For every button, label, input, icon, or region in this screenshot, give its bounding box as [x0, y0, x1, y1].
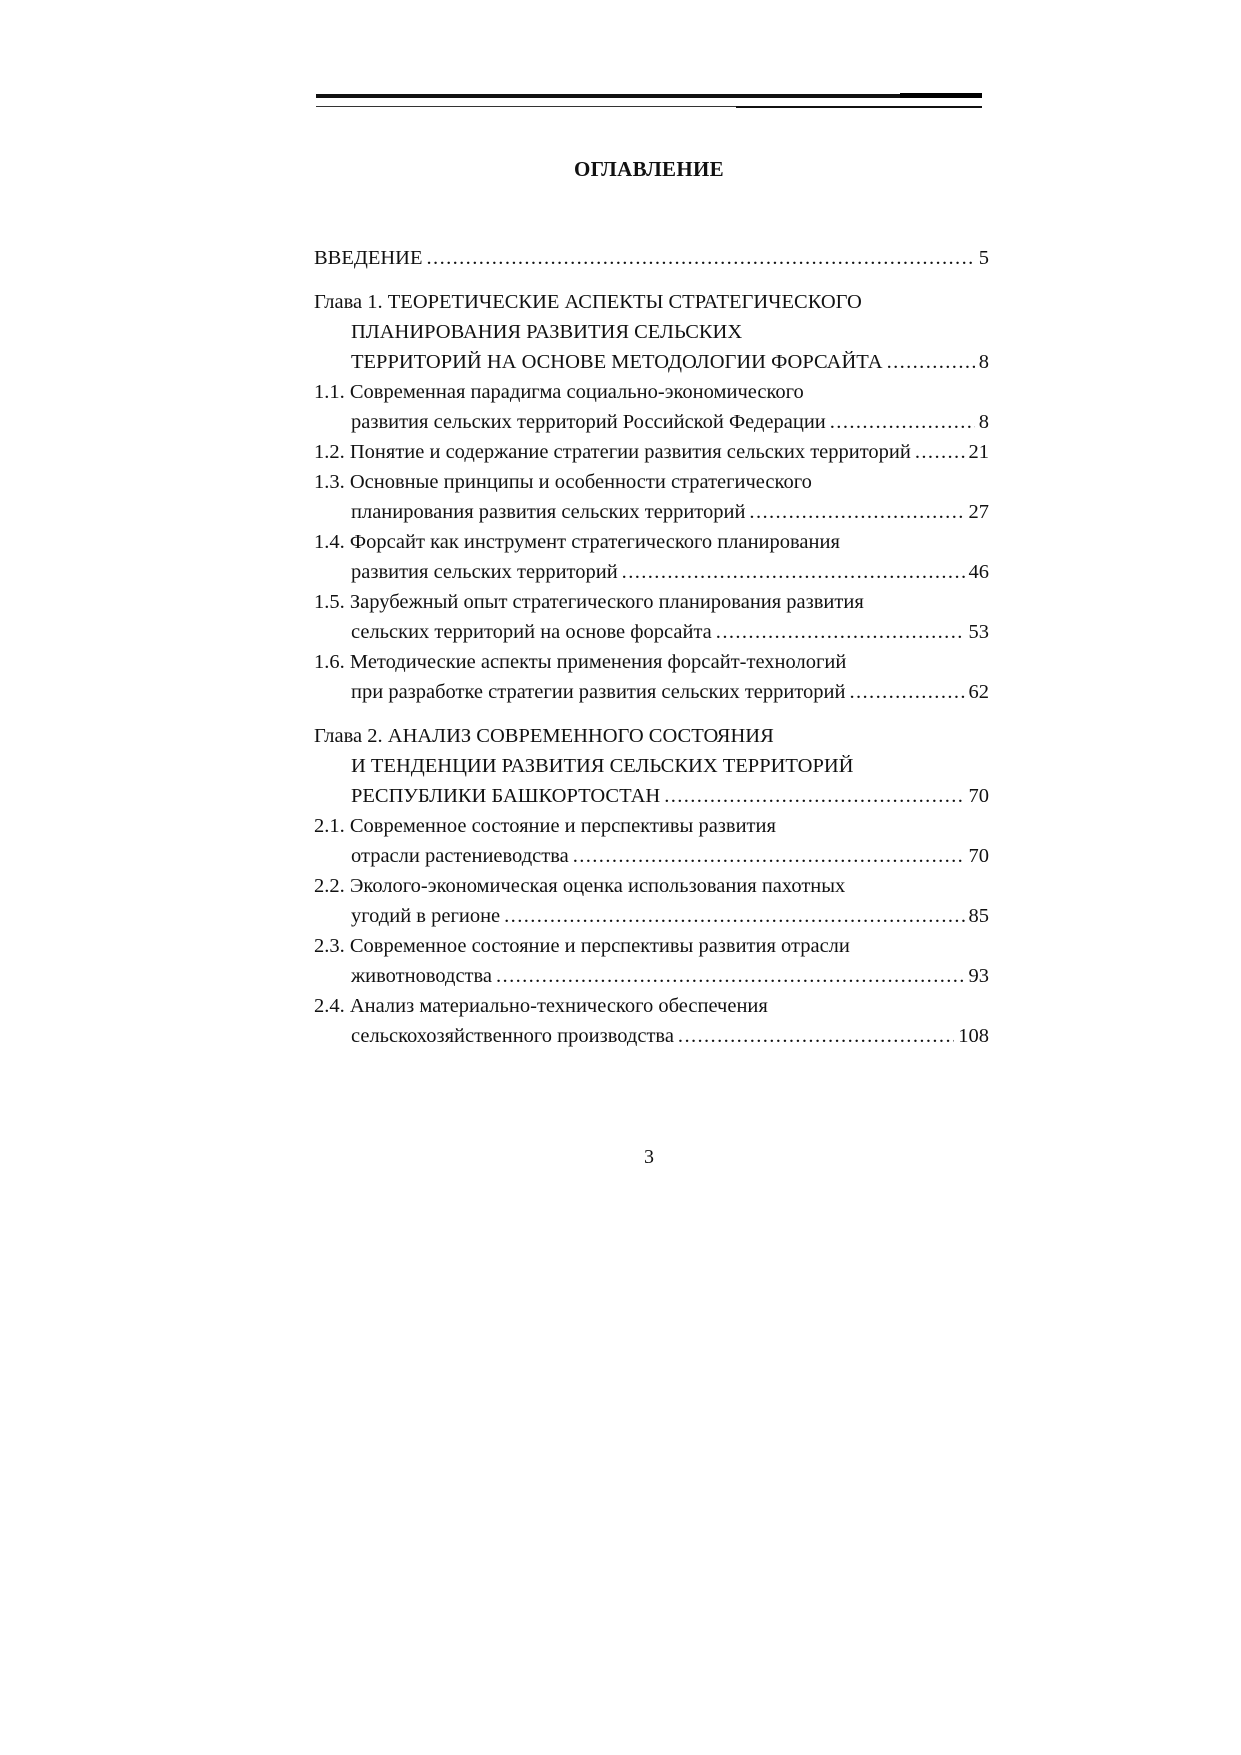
toc-entry-section-2-2 — [314, 871, 989, 931]
toc-entry-section-2-1 — [314, 811, 989, 871]
toc-entry-text: при разработке стратегии развития сельских территорий — [351, 681, 846, 703]
toc-entry-text: ВВЕДЕНИЕ — [314, 247, 423, 269]
toc-page-number: 93 — [968, 965, 989, 987]
toc-entry-text: развития сельских территорий Российской Федерации — [351, 411, 826, 433]
toc-page-number: 70 — [968, 845, 989, 867]
dot-leader — [915, 437, 965, 467]
dot-leader — [496, 961, 964, 991]
toc-page-number: 8 — [978, 351, 989, 373]
toc-entry-text: РЕСПУБЛИКИ БАШКОРТОСТАН — [351, 785, 661, 807]
toc-entry-section-1-5 — [314, 587, 989, 647]
toc-entry-text: 1.6. Методические аспекты применения форсайт-технологий — [314, 651, 847, 673]
dot-leader — [622, 557, 965, 587]
toc-entry-section-2-4 — [314, 991, 989, 1051]
dot-leader — [716, 617, 965, 647]
toc-entry-introduction — [314, 243, 989, 273]
table-of-contents — [314, 243, 989, 1051]
toc-entry-text: 2.1. Современное состояние и перспективы развития — [314, 815, 776, 837]
toc-entry-text: 1.1. Современная парадигма социально-экономического — [314, 381, 804, 403]
dot-leader — [830, 407, 975, 437]
dot-leader — [887, 347, 975, 377]
toc-entry-text: планирования развития сельских территорий — [351, 501, 746, 523]
dot-leader — [749, 497, 964, 527]
toc-entry-text: 1.2. Понятие и содержание стратегии развития сельских территорий — [314, 441, 911, 463]
toc-page-number: 46 — [968, 561, 989, 583]
toc-page-number: 85 — [968, 905, 989, 927]
toc-page-number: 70 — [968, 785, 989, 807]
toc-entry-chapter-1 — [314, 287, 989, 377]
toc-page-number: 5 — [978, 247, 989, 269]
toc-page-number: 62 — [968, 681, 989, 703]
toc-entry-text: 2.3. Современное состояние и перспективы развития отрасли — [314, 935, 850, 957]
header-rule-thin — [316, 106, 982, 107]
toc-entry-section-1-2 — [314, 437, 989, 467]
toc-entry-text: животноводства — [351, 965, 493, 987]
toc-entry-text: 1.4. Форсайт как инструмент стратегического планирования — [314, 531, 840, 553]
toc-entry-text: развития сельских территорий — [351, 561, 618, 583]
toc-entry-text: 2.4. Анализ материально-технического обеспечения — [314, 995, 768, 1017]
dot-leader — [678, 1021, 954, 1051]
toc-entry-section-2-3 — [314, 931, 989, 991]
dot-leader — [573, 841, 965, 871]
dot-leader — [664, 781, 964, 811]
page-number: 3 — [644, 1146, 654, 1168]
toc-entry-text: ПЛАНИРОВАНИЯ РАЗВИТИЯ СЕЛЬСКИХ — [351, 321, 743, 343]
toc-entry-text: Глава 1. ТЕОРЕТИЧЕСКИЕ АСПЕКТЫ СТРАТЕГИЧЕСКОГО — [314, 291, 862, 313]
toc-entry-section-1-3 — [314, 467, 989, 527]
toc-page-number: 8 — [978, 411, 989, 433]
toc-entry-section-1-4 — [314, 527, 989, 587]
toc-entry-chapter-2 — [314, 721, 989, 811]
toc-entry-text: сельских территорий на основе форсайта — [351, 621, 712, 643]
toc-entry-text: И ТЕНДЕНЦИИ РАЗВИТИЯ СЕЛЬСКИХ ТЕРРИТОРИЙ — [351, 755, 854, 777]
dot-leader — [504, 901, 964, 931]
toc-entry-text: ТЕРРИТОРИЙ НА ОСНОВЕ МЕТОДОЛОГИИ ФОРСАЙТА — [351, 351, 883, 373]
toc-entry-text: сельскохозяйственного производства — [351, 1025, 674, 1047]
dot-leader — [849, 677, 964, 707]
toc-entry-section-1-6 — [314, 647, 989, 707]
toc-page-number: 53 — [968, 621, 989, 643]
toc-entry-text: 2.2. Эколого-экономическая оценка использования пахотных — [314, 875, 846, 897]
toc-entry-text: угодий в регионе — [351, 905, 501, 927]
dot-leader — [427, 243, 975, 273]
toc-entry-text: Глава 2. АНАЛИЗ СОВРЕМЕННОГО СОСТОЯНИЯ — [314, 725, 774, 747]
toc-entry-section-1-1 — [314, 377, 989, 437]
toc-entry-text: 1.3. Основные принципы и особенности стратегического — [314, 471, 812, 493]
toc-title: ОГЛАВЛЕНИЕ — [574, 157, 724, 181]
header-rule-thick — [316, 94, 982, 98]
toc-entry-text: отрасли растениеводства — [351, 845, 569, 867]
toc-page-number: 108 — [958, 1025, 989, 1047]
toc-page-number: 27 — [968, 501, 989, 523]
toc-entry-text: 1.5. Зарубежный опыт стратегического планирования развития — [314, 591, 864, 613]
toc-page-number: 21 — [968, 441, 989, 463]
